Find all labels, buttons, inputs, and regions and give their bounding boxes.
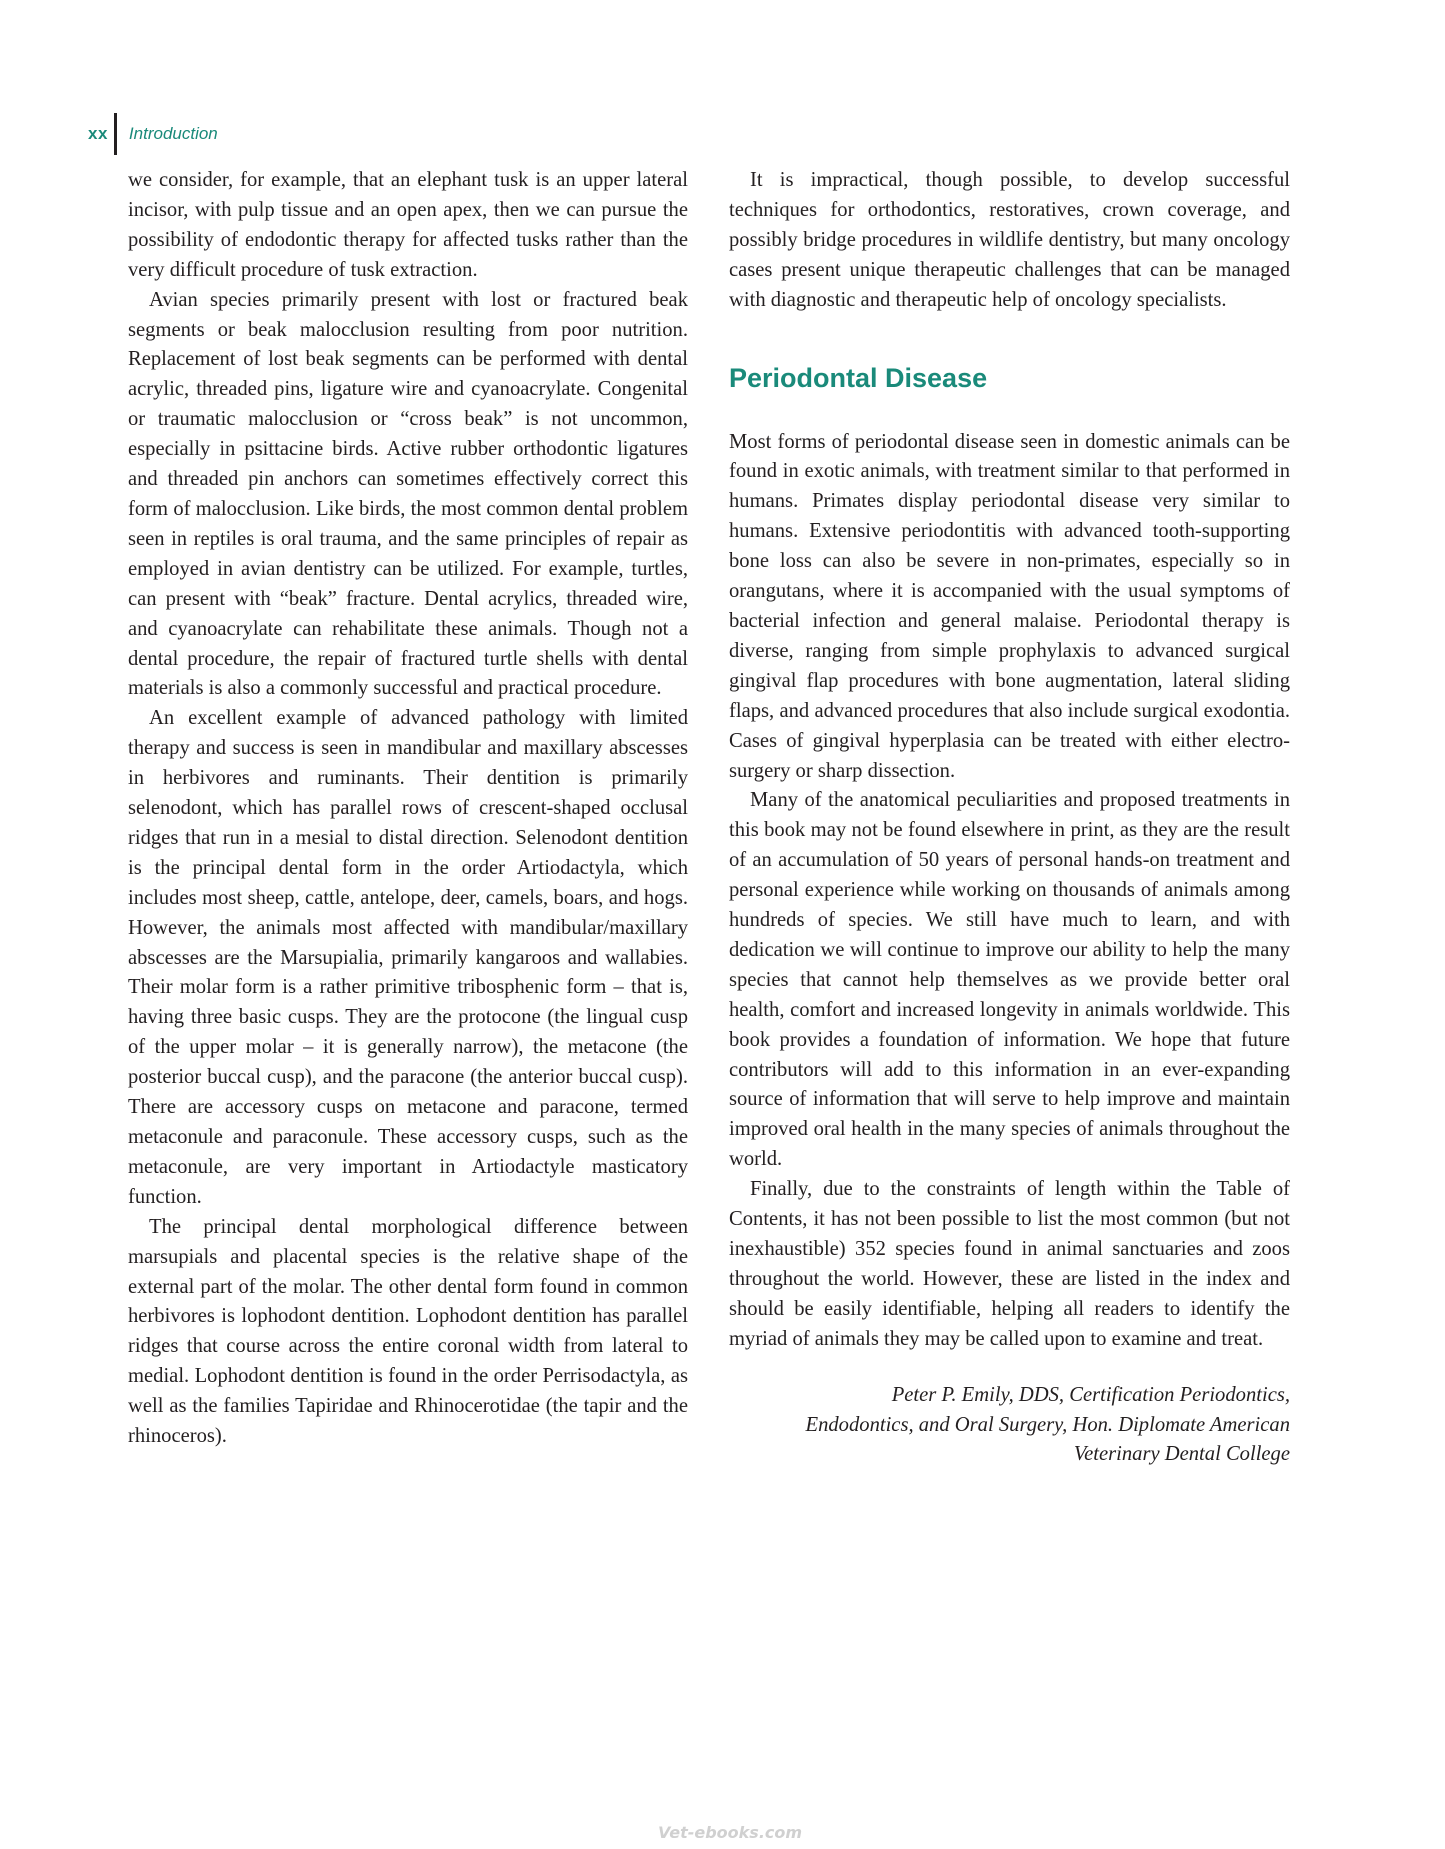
body-paragraph: Most forms of periodontal disease seen in domestic animals can be found in exotic animals, with treatment similar to that performed in humans. Primates display periodontal disease very similar to humans. Extensive periodontitis with advanced tooth-supporting bone loss can also be severe in non-primates, especially so in orangutans, where it is accompanied with the usual symptoms of bacterial infection and general malaise. Periodontal therapy is diverse, ranging from simple prophylaxis to advanced surgical gingival flap procedures with bone augmentation, lateral sliding flaps, and advanced procedures that also include surgical exodontia. Cases of gingival hyperplasia can be treated with either electro-surgery or sharp dissection.: [729, 430, 1290, 782]
body-paragraph: Finally, due to the constraints of length within the Table of Contents, it has not been possible to list the most common (but not inexhaustible) 352 species found in animal sanctuaries and zoos throughout the world. However, these are listed in the index and should be easily identifiable, helping all readers to identify the myriad of animals they may be called upon to examine and treat.: [729, 1178, 1290, 1350]
section-heading: Periodontal Disease: [729, 362, 988, 393]
signature-line: Veterinary Dental College: [1073, 1443, 1290, 1466]
left-column: [128, 166, 688, 1452]
watermark-logo: Vet-ebooks.com: [658, 1823, 803, 1842]
body-paragraph: An excellent example of advanced pathology with limited therapy and success is seen in mandibular and maxillary abscesses in herbivores and ruminants. Their dentition is primarily selenodont, which has parallel rows of crescent-shaped occlusal ridges that run in a mesial to distal direction. Selenodont dentition is the principal dental form in the order Artiodactyla, which includes most sheep, cattle, antelope, deer, camels, boars, and hogs. However, the animals most affected with mandibular/maxillary abscesses are the Marsupialia, primarily kangaroos and wallabies. Their molar form is a rather primitive tribosphenic form – that is, having three basic cusps. They are the protocone (the lingual cusp of the upper molar – it is generally narrow), the metacone (the posterior buccal cusp), and the paracone (the anterior buccal cusp). There are accessory cusps on metacone and paracone, termed metaconule and paraconule. These accessory cusps, such as the metaconule, are very important in Artiodactyle masticatory function.: [128, 707, 688, 1208]
body-paragraph: The principal dental morphological difference between marsupials and placental species is the relative shape of the external part of the molar. The other dental form found in common herbivores is lophodont dentition. Lophodont dentition has parallel ridges that course across the entire coronal width from lateral to medial. Lophodont dentition is found in the order Perrisodactyla, as well as the families Tapiridae and Rhinocerotidae (the tapir and the rhinoceros).: [128, 1215, 688, 1448]
body-paragraph: Many of the anatomical peculiarities and proposed treatments in this book may not be found elsewhere in print, as they are the result of an accumulation of 50 years of personal hands-on treatment and personal experience while working on thousands of animals among hundreds of species. We still have much to learn, and with dedication we will continue to improve our ability to help the many species that cannot help themselves as we provide better oral health, comfort and increased longevity in animals worldwide. This book provides a foundation of information. We hope that future contributors will add to this information in an ever-expanding source of information that will serve to help improve and maintain improved oral health in the many species of animals throughout the world.: [729, 789, 1290, 1171]
header-divider: [114, 113, 117, 155]
page-number: xx: [88, 124, 108, 143]
right-column: [729, 166, 1290, 1470]
body-paragraph: we consider, for example, that an elephant tusk is an upper lateral incisor, with pulp tissue and an open apex, then we can pursue the possibility of endodontic therapy for affected tusks rather than the very difficult procedure of tusk extraction.: [128, 169, 688, 281]
body-paragraph: Avian species primarily present with lost or fractured beak segments or beak malocclusion resulting from poor nutrition. Replacement of lost beak segments can be performed with dental acrylic, threaded pins, ligature wire and cyanoacrylate. Congenital or traumatic malocclusion or “cross beak” is not uncommon, especially in psittacine birds. Active rubber orthodontic ligatures and threaded pin anchors can sometimes effectively correct this form of malocclusion. Like birds, the most common dental problem seen in reptiles is oral trauma, and the same principles of repair as employed in avian dentistry can be utilized. For example, turtles, can present with “beak” fracture. Dental acrylics, threaded wire, and cyanoacrylate can rehabilitate these animals. Though not a dental procedure, the repair of fractured turtle shells with dental materials is also a commonly successful and practical procedure.: [128, 288, 688, 700]
signature-line: Endodontics, and Oral Surgery, Hon. Diplomate American: [805, 1413, 1290, 1436]
author-signature: [729, 1381, 1290, 1471]
signature-line: Peter P. Emily, DDS, Certification Periodontics,: [891, 1383, 1290, 1406]
body-paragraph: It is impractical, though possible, to develop successful techniques for orthodontics, restoratives, crown coverage, and possibly bridge procedures in wildlife dentistry, but many oncology cases present unique therapeutic challenges that can be managed with diagnostic and therapeutic help of oncology specialists.: [729, 169, 1290, 311]
running-head: [88, 112, 218, 156]
section-title: Introduction: [128, 124, 218, 143]
